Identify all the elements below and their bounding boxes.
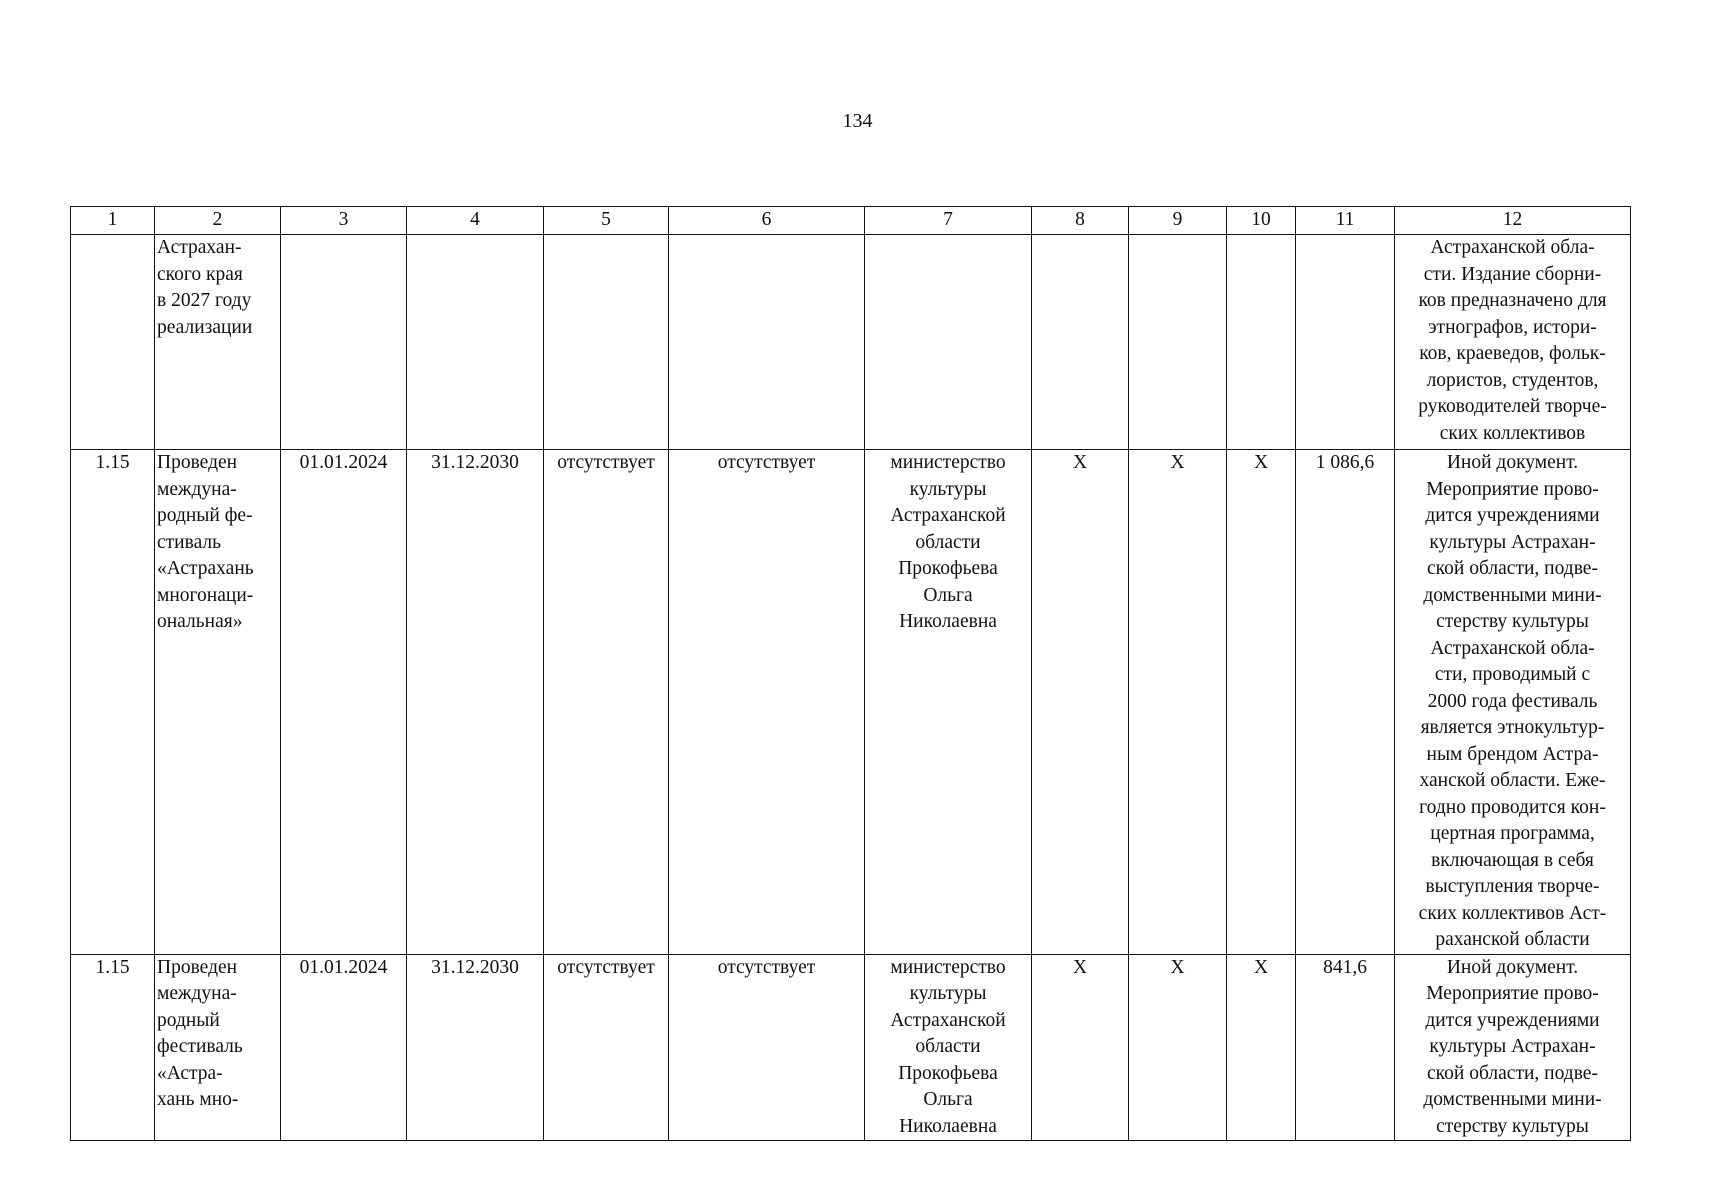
cell-number — [71, 235, 155, 450]
column-number-row — [71, 207, 1631, 235]
cell-start-date: 01.01.2024 — [281, 450, 407, 955]
table-row — [71, 954, 1631, 1141]
column-header: 6 — [669, 207, 865, 235]
cell-description: Иной документ. Мероприятие прово- дится учреждениями культуры Астрахан- ской области, подве- домственными мини- стерству культуры — [1395, 954, 1631, 1141]
cell-col5: отсутствует — [544, 450, 669, 955]
column-header: 11 — [1296, 207, 1395, 235]
cell-description: Иной документ. Мероприятие прово- дится учреждениями культуры Астрахан- ской области, подве- домственными мини- стерству культуры Астраханской обла- сти, проводимый с 2000 года фестиваль является этнокультур- ным брендом Астра- ханской области. Еже- годно проводится кон- цертная программа, включающая в себя выступления творче- ских коллективов Аст- раханской области — [1395, 450, 1631, 955]
cell-col6: отсутствует — [669, 954, 865, 1141]
cell-end-date: 31.12.2030 — [407, 954, 544, 1141]
column-header: 7 — [865, 207, 1032, 235]
cell-end-date: 31.12.2030 — [407, 450, 544, 955]
column-header: 3 — [281, 207, 407, 235]
column-header: 9 — [1129, 207, 1227, 235]
cell-end-date — [407, 235, 544, 450]
cell-col6: отсутствует — [669, 450, 865, 955]
column-header: 10 — [1227, 207, 1296, 235]
table-row — [71, 235, 1631, 450]
cell-number: 1.15 — [71, 450, 155, 955]
cell-amount: 841,6 — [1296, 954, 1395, 1141]
cell-number: 1.15 — [71, 954, 155, 1141]
cell-col10: X — [1227, 954, 1296, 1141]
cell-col8 — [1032, 235, 1129, 450]
cell-col8: X — [1032, 450, 1129, 955]
cell-col9 — [1129, 235, 1227, 450]
plan-table — [70, 206, 1631, 1141]
cell-start-date: 01.01.2024 — [281, 954, 407, 1141]
cell-col9: X — [1129, 450, 1227, 955]
cell-task-name: Проведен междуна- родный фестиваль «Астра- хань мно- — [155, 954, 281, 1141]
cell-task-name: Проведен междуна- родный фе- стиваль «Астрахань многонаци- ональная» — [155, 450, 281, 955]
column-header: 2 — [155, 207, 281, 235]
cell-responsible: министерство культуры Астраханской области Прокофьева Ольга Николаевна — [865, 450, 1032, 955]
cell-col8: X — [1032, 954, 1129, 1141]
cell-col10: X — [1227, 450, 1296, 955]
cell-start-date — [281, 235, 407, 450]
column-header: 4 — [407, 207, 544, 235]
cell-amount — [1296, 235, 1395, 450]
column-header: 8 — [1032, 207, 1129, 235]
cell-amount: 1 086,6 — [1296, 450, 1395, 955]
cell-col10 — [1227, 235, 1296, 450]
column-header: 12 — [1395, 207, 1631, 235]
cell-col5 — [544, 235, 669, 450]
cell-col9: X — [1129, 954, 1227, 1141]
table-row — [71, 450, 1631, 955]
column-header: 1 — [71, 207, 155, 235]
cell-col6 — [669, 235, 865, 450]
cell-responsible — [865, 235, 1032, 450]
column-header: 5 — [544, 207, 669, 235]
cell-responsible: министерство культуры Астраханской области Прокофьева Ольга Николаевна — [865, 954, 1032, 1141]
cell-description: Астраханской обла- сти. Издание сборни- ков предназначено для этнографов, истори- ков, краеведов, фольк- лористов, студентов, руководителей творче- ских коллективов — [1395, 235, 1631, 450]
page-number: 134 — [842, 110, 873, 132]
cell-col5: отсутствует — [544, 954, 669, 1141]
cell-task-name: Астрахан- ского края в 2027 году реализации — [155, 235, 281, 450]
